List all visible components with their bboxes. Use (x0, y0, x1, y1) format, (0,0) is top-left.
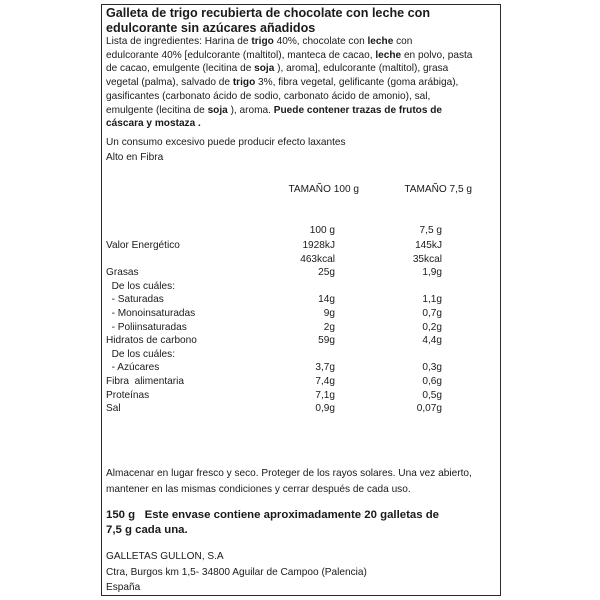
nutrient-label: Hidratos de carbono (106, 335, 197, 347)
value-per-portion: 0,07g (416, 403, 442, 415)
product-title-line-2: edulcorante sin azúcares añadidos (106, 21, 316, 35)
allergen-text: trigo (251, 36, 274, 47)
ingredients-line (106, 35, 494, 49)
ingredient-text: vegetal (palma), salvado de (106, 77, 233, 89)
nutrient-label: Proteínas (106, 389, 150, 401)
ingredients-list (106, 35, 494, 131)
ingredient-text: con (393, 36, 413, 47)
value-per-portion: 0,7g (422, 308, 442, 319)
nutrient-label: Fibra alimentaria (106, 376, 184, 387)
laxative-warning: Un consumo excesivo puede producir efecto laxantes (106, 137, 346, 148)
ingredient-text: edulcorante 40% [edulcorante (maltitol), manteca de cacao, (106, 49, 376, 61)
value-per-100g: 1928kJ (302, 240, 335, 251)
ingredient-text: ), aroma. (227, 104, 274, 116)
storage-line-1: Almacenar en lugar fresco y seco. Proteger de los rayos solares. Una vez abierto, (106, 468, 472, 479)
ingredients-line (106, 90, 494, 104)
value-per-100g: 7,1g (315, 389, 335, 401)
allergen-text: Puede contener trazas de frutos de (273, 104, 443, 116)
nutrient-label: De los cuáles: (106, 348, 176, 360)
nutrient-label: - Azúcares (106, 362, 160, 374)
value-per-portion: 0,6g (422, 376, 442, 387)
value-per-100g: 2g (323, 321, 335, 333)
value-per-100g: 14g (318, 294, 335, 306)
value-per-portion: 145kJ (415, 240, 442, 251)
nutrient-label: - Poliinsaturadas (106, 321, 187, 333)
ingredient-text: gasificantes (carbonato ácido de sodio, carbonato ácido de amonio), sal, (106, 90, 431, 102)
manufacturer-address: Ctra, Burgos km 1,5- 34800 Aguilar de Campoo (Palencia) (106, 567, 367, 578)
value-per-100g: 3,7g (315, 362, 335, 374)
value-per-100g: 463kcal (300, 253, 335, 265)
nutrient-label: - Saturadas (106, 294, 164, 306)
base-7-5g: 7,5 g (419, 225, 442, 236)
package-line-2: 7,5 g cada una. (106, 524, 188, 536)
product-title-line-1: Galleta de trigo recubierta de chocolate con leche con (106, 6, 431, 20)
manufacturer-name: GALLETAS GULLON, S.A (106, 551, 224, 562)
ingredient-text: 3%, fibra vegetal, gelificante (goma arábiga), (255, 77, 459, 89)
allergen-text: soja (207, 104, 228, 116)
ingredients-line (106, 104, 494, 118)
ingredients-line (106, 49, 494, 63)
base-100g: 100 g (309, 225, 335, 236)
ingredient-text: emulgente (lecitina de (106, 104, 208, 116)
value-per-portion: 0,3g (422, 362, 442, 374)
allergen-text: soja (254, 63, 275, 75)
value-per-100g: 25g (318, 267, 335, 279)
nutrient-label: Grasas (106, 267, 139, 279)
value-per-portion: 35kcal (412, 253, 442, 265)
ingredient-text: en polvo, pasta (401, 49, 473, 61)
package-info (106, 508, 496, 538)
value-per-portion: 0,2g (422, 321, 442, 333)
ingredient-text: Lista de ingredientes: Harina de (106, 36, 252, 47)
allergen-text: leche (375, 49, 402, 61)
manufacturer-country: España (106, 582, 141, 593)
nutrient-label: - Monoinsaturadas (106, 308, 196, 319)
value-per-portion: 1,1g (422, 294, 442, 306)
allergen-text: leche (367, 36, 394, 47)
value-per-100g: 7,4g (315, 376, 335, 387)
nutrient-label: Sal (106, 403, 121, 415)
value-per-100g: 59g (318, 335, 335, 347)
storage-line-2: mantener en las mismas condiciones y cerrar después de cada uso. (106, 484, 411, 495)
value-per-100g: 0,9g (315, 403, 335, 415)
nutrition-label (101, 4, 501, 596)
ingredient-text: 40%, chocolate con (273, 36, 368, 47)
value-per-portion: 0,5g (422, 389, 442, 401)
column-header-7-5g: TAMAÑO 7,5 g (404, 184, 472, 195)
ingredients-line (106, 76, 494, 90)
ingredient-text: de cacao, emulgente (lecitina de (106, 63, 255, 75)
package-line-1: 150 g Este envase contiene aproximadamente 20 galletas de (106, 509, 440, 521)
column-header-100g: TAMAÑO 100 g (288, 184, 359, 195)
value-per-portion: 1,9g (422, 267, 442, 279)
ingredient-text: ), aroma], edulcorante (maltitol), grasa (274, 63, 449, 75)
ingredients-line (106, 117, 494, 131)
allergen-text: trigo (232, 77, 256, 89)
nutrient-label: Valor Energético (106, 240, 180, 251)
ingredients-line (106, 62, 494, 76)
nutrient-label: De los cuáles: (106, 280, 176, 292)
allergen-text: cáscara y mostaza . (106, 118, 201, 130)
fiber-claim: Alto en Fibra (106, 152, 164, 163)
value-per-100g: 9g (323, 308, 335, 319)
value-per-portion: 4,4g (422, 335, 442, 347)
